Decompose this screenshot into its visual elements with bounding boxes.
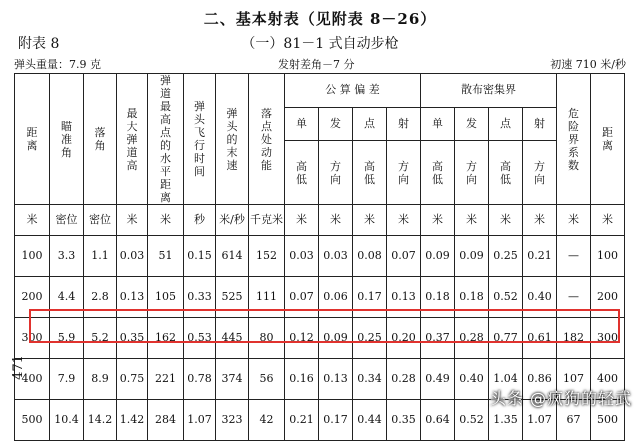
unit-cell: 米 [489, 205, 523, 236]
unit-cell: 米 [557, 205, 591, 236]
unit-cell: 米/秒 [216, 205, 249, 236]
unit-cell: 米 [117, 205, 148, 236]
table-cell: 0.17 [353, 277, 387, 318]
table-cell: 300 [15, 318, 50, 359]
table-cell: 2.8 [84, 277, 117, 318]
table-cell: 162 [148, 318, 184, 359]
unit-cell: 米 [455, 205, 489, 236]
table-cell: 0.12 [285, 318, 319, 359]
table-cell: 0.16 [285, 359, 319, 400]
header-distance: 距离 [15, 74, 50, 205]
table-cell: 0.09 [455, 236, 489, 277]
table-cell: 374 [216, 359, 249, 400]
sub-direction: 方向 [523, 141, 557, 205]
table-cell: 0.21 [523, 236, 557, 277]
table-cell: 0.40 [455, 359, 489, 400]
table-cell: 105 [148, 277, 184, 318]
header-fall-angle: 落角 [84, 74, 117, 205]
unit-cell: 密位 [50, 205, 84, 236]
sub-direction: 方向 [387, 141, 421, 205]
table-cell: 42 [249, 400, 285, 441]
sub-fire: 射 [523, 107, 557, 141]
table-cell: 1.35 [489, 400, 523, 441]
table-cell: 400 [591, 359, 625, 400]
table-cell: 1.42 [117, 400, 148, 441]
header-terminal-velocity: 弹头的末速 [216, 74, 249, 205]
table-cell: 10.4 [50, 400, 84, 441]
header-max-height: 最大弹道高 [117, 74, 148, 205]
unit-cell: 米 [353, 205, 387, 236]
unit-cell: 米 [148, 205, 184, 236]
header-flight-time: 弹头飞行时间 [184, 74, 216, 205]
table-cell: 0.44 [353, 400, 387, 441]
unit-cell: 米 [591, 205, 625, 236]
unit-cell: 米 [285, 205, 319, 236]
table-cell: 1.07 [523, 400, 557, 441]
table-cell: 0.03 [319, 236, 353, 277]
table-cell: 4.4 [50, 277, 84, 318]
unit-cell: 千克米 [249, 205, 285, 236]
table-cell: 1.07 [184, 400, 216, 441]
table-cell: 221 [148, 359, 184, 400]
table-cell: 0.35 [387, 400, 421, 441]
table-cell: 0.28 [387, 359, 421, 400]
table-cell: 111 [249, 277, 285, 318]
table-cell: 614 [216, 236, 249, 277]
unit-cell: 秒 [184, 205, 216, 236]
unit-cell: 密位 [84, 205, 117, 236]
table-cell: 0.86 [523, 359, 557, 400]
table-row [15, 236, 625, 277]
table-cell: 0.52 [489, 277, 523, 318]
table-cell: — [557, 277, 591, 318]
table-cell: 0.18 [421, 277, 455, 318]
table-cell: 323 [216, 400, 249, 441]
table-cell: 300 [591, 318, 625, 359]
table-cell: 0.08 [353, 236, 387, 277]
sub-direction: 方向 [455, 141, 489, 205]
table-cell: 1.1 [84, 236, 117, 277]
table-cell: 0.37 [421, 318, 455, 359]
jump-angle: 发射差角－7 分 [278, 58, 355, 71]
table-cell: 500 [15, 400, 50, 441]
table-row [15, 318, 625, 359]
table-cell: 0.06 [319, 277, 353, 318]
header-energy: 落点处动能 [249, 74, 285, 205]
table-cell: 3.3 [50, 236, 84, 277]
unit-cell: 米 [387, 205, 421, 236]
table-row [15, 277, 625, 318]
table-cell: 525 [216, 277, 249, 318]
table-cell: 0.15 [184, 236, 216, 277]
table-cell: 0.64 [421, 400, 455, 441]
table-cell: 0.33 [184, 277, 216, 318]
header-max-height-dist: 弹道最高点的水平距离 [148, 74, 184, 205]
sub-burst: 发 [319, 107, 353, 141]
unit-cell: 米 [15, 205, 50, 236]
sub-height: 高低 [353, 141, 387, 205]
table-cell: — [557, 236, 591, 277]
table-cell: 0.40 [523, 277, 557, 318]
table-cell: 0.07 [285, 277, 319, 318]
table-cell: 51 [148, 236, 184, 277]
muzzle-velocity: 初速 710 米/秒 [550, 58, 626, 71]
table-cell: 0.07 [387, 236, 421, 277]
table-cell: 200 [15, 277, 50, 318]
units-row [15, 205, 625, 236]
page-title: 二、基本射表（见附表 8－26） [203, 10, 437, 28]
header-distance-right: 距离 [591, 74, 625, 205]
table-subtitle: （一）81－1 式自动步枪 [241, 36, 399, 52]
table-cell: 107 [557, 359, 591, 400]
table-cell: 0.78 [184, 359, 216, 400]
table-cell: 0.49 [421, 359, 455, 400]
table-cell: 56 [249, 359, 285, 400]
table-cell: 0.25 [353, 318, 387, 359]
table-cell: 0.18 [455, 277, 489, 318]
table-cell: 0.53 [184, 318, 216, 359]
table-cell: 0.03 [285, 236, 319, 277]
table-cell: 0.13 [387, 277, 421, 318]
table-cell: 67 [557, 400, 591, 441]
table-cell: 0.61 [523, 318, 557, 359]
table-cell: 0.03 [117, 236, 148, 277]
table-cell: 0.13 [319, 359, 353, 400]
table-cell: 445 [216, 318, 249, 359]
sub-direction: 方向 [319, 141, 353, 205]
table-cell: 284 [148, 400, 184, 441]
table-cell: 0.09 [319, 318, 353, 359]
appendix-label: 附表 8 [18, 36, 60, 52]
table-cell: 400 [15, 359, 50, 400]
table-cell: 100 [591, 236, 625, 277]
table-cell: 0.35 [117, 318, 148, 359]
unit-cell: 米 [523, 205, 557, 236]
table-cell: 80 [249, 318, 285, 359]
table-cell: 1.04 [489, 359, 523, 400]
sub-height: 高低 [489, 141, 523, 205]
header-danger-coef: 危险界系数 [557, 74, 591, 205]
header-aim-angle: 瞄准角 [50, 74, 84, 205]
table-cell: 0.21 [285, 400, 319, 441]
table-cell: 0.34 [353, 359, 387, 400]
table-cell: 14.2 [84, 400, 117, 441]
sub-point: 点 [353, 107, 387, 141]
sub-burst: 发 [455, 107, 489, 141]
bullet-weight: 弹头重量：7.9 克 [14, 58, 101, 71]
table-cell: 0.77 [489, 318, 523, 359]
table-cell: 0.25 [489, 236, 523, 277]
sub-fire: 射 [387, 107, 421, 141]
sub-point: 点 [489, 107, 523, 141]
table-cell: 8.9 [84, 359, 117, 400]
table-cell: 7.9 [50, 359, 84, 400]
page-number: 471 [10, 355, 26, 380]
table-cell: 0.13 [117, 277, 148, 318]
table-cell: 0.20 [387, 318, 421, 359]
sub-height: 高低 [421, 141, 455, 205]
table-cell: 152 [249, 236, 285, 277]
table-cell: 182 [557, 318, 591, 359]
header-tolerance: 公 算 偏 差 [285, 74, 421, 108]
table-cell: 100 [15, 236, 50, 277]
table-cell: 0.75 [117, 359, 148, 400]
table-cell: 0.09 [421, 236, 455, 277]
header-dispersion: 散布密集界 [421, 74, 557, 108]
table-cell: 0.52 [455, 400, 489, 441]
unit-cell: 米 [421, 205, 455, 236]
watermark: 头条 @疯狗的轻武 [489, 389, 632, 408]
table-cell: 200 [591, 277, 625, 318]
table-cell: 0.17 [319, 400, 353, 441]
unit-cell: 米 [319, 205, 353, 236]
sub-single: 单 [285, 107, 319, 141]
table-cell: 500 [591, 400, 625, 441]
sub-height: 高低 [285, 141, 319, 205]
table-cell: 5.9 [50, 318, 84, 359]
table-cell: 0.28 [455, 318, 489, 359]
sub-single: 单 [421, 107, 455, 141]
table-cell: 5.2 [84, 318, 117, 359]
